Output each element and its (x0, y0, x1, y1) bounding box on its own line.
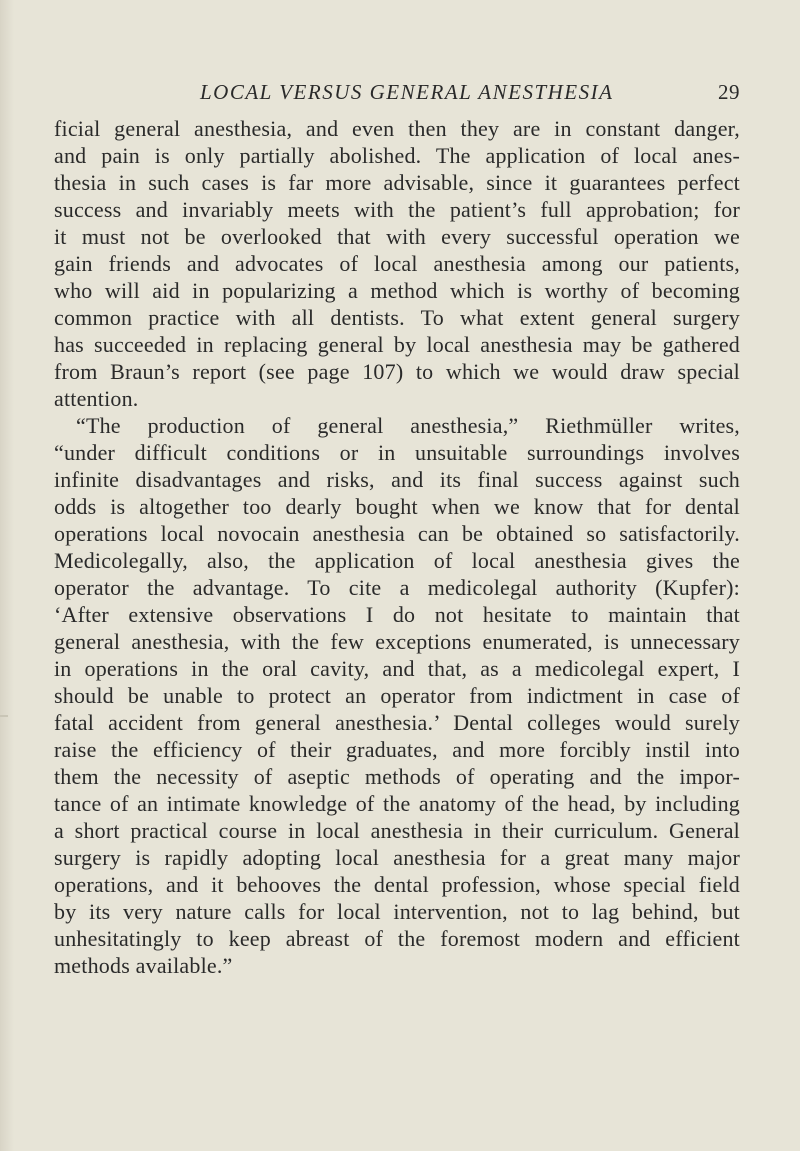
text-line: by its very nature calls for local intervention, not to lag behind, but (54, 899, 740, 924)
text-line: infinite disadvantages and risks, and its final success against such (54, 467, 740, 492)
text-line: fatal accident from general anesthesia.’ Dental colleges would surely (54, 710, 740, 735)
text-line: it must not be overlooked that with every successful operation we (54, 224, 740, 249)
running-head (200, 78, 740, 106)
body-text (54, 115, 740, 979)
text-line: and pain is only partially abolished. The application of local anes- (54, 143, 740, 168)
text-line: operations local novocain anesthesia can be obtained so satisfactorily. (54, 521, 740, 546)
text-line: a short practical course in local anesthesia in their curriculum. General (54, 818, 740, 843)
text-line: has succeeded in replacing general by local anesthesia may be gathered (54, 332, 740, 357)
text-line: gain friends and advocates of local anesthesia among our patients, (54, 251, 740, 276)
page-number: 29 (718, 80, 740, 104)
page-edge-shadow (0, 0, 14, 1151)
text-line: from Braun’s report (see page 107) to which we would draw special (54, 359, 740, 384)
text-line: operations, and it behooves the dental profession, whose special field (54, 872, 740, 897)
text-line: common practice with all dentists. To what extent general surgery (54, 305, 740, 330)
text-line: Medicolegally, also, the application of local anesthesia gives the (54, 548, 740, 573)
margin-mark (0, 715, 8, 717)
text-line: surgery is rapidly adopting local anesthesia for a great many major (54, 845, 740, 870)
text-line: in operations in the oral cavity, and that, as a medicolegal expert, I (54, 656, 740, 681)
text-line: success and invariably meets with the patient’s full approbation; for (54, 197, 740, 222)
text-line: ficial general anesthesia, and even then they are in constant danger, (54, 116, 740, 141)
text-line: raise the efficiency of their graduates, and more forcibly instil into (54, 737, 740, 762)
running-head-title: LOCAL VERSUS GENERAL ANESTHESIA (200, 80, 614, 104)
text-line: who will aid in popularizing a method which is worthy of becoming (54, 278, 740, 303)
text-line: operator the advantage. To cite a medicolegal authority (Kupfer): (54, 575, 740, 600)
text-line: them the necessity of aseptic methods of operating and the impor- (54, 764, 740, 789)
text-line: should be unable to protect an operator from indictment in case of (54, 683, 740, 708)
text-line: attention. (54, 386, 139, 411)
text-line: “under difficult conditions or in unsuitable surroundings involves (54, 440, 740, 465)
text-line: “The production of general anesthesia,” Riethmüller writes, (76, 413, 740, 438)
text-line: tance of an intimate knowledge of the anatomy of the head, by including (54, 791, 740, 816)
text-line: unhesitatingly to keep abreast of the foremost modern and efficient (54, 926, 740, 951)
text-line: ‘After extensive observations I do not hesitate to maintain that (54, 602, 740, 627)
text-line: thesia in such cases is far more advisable, since it guarantees perfect (54, 170, 740, 195)
text-line: methods available.” (54, 953, 233, 978)
text-line: odds is altogether too dearly bought when we know that for dental (54, 494, 740, 519)
text-line: general anesthesia, with the few exceptions enumerated, is unnecessary (54, 629, 740, 654)
